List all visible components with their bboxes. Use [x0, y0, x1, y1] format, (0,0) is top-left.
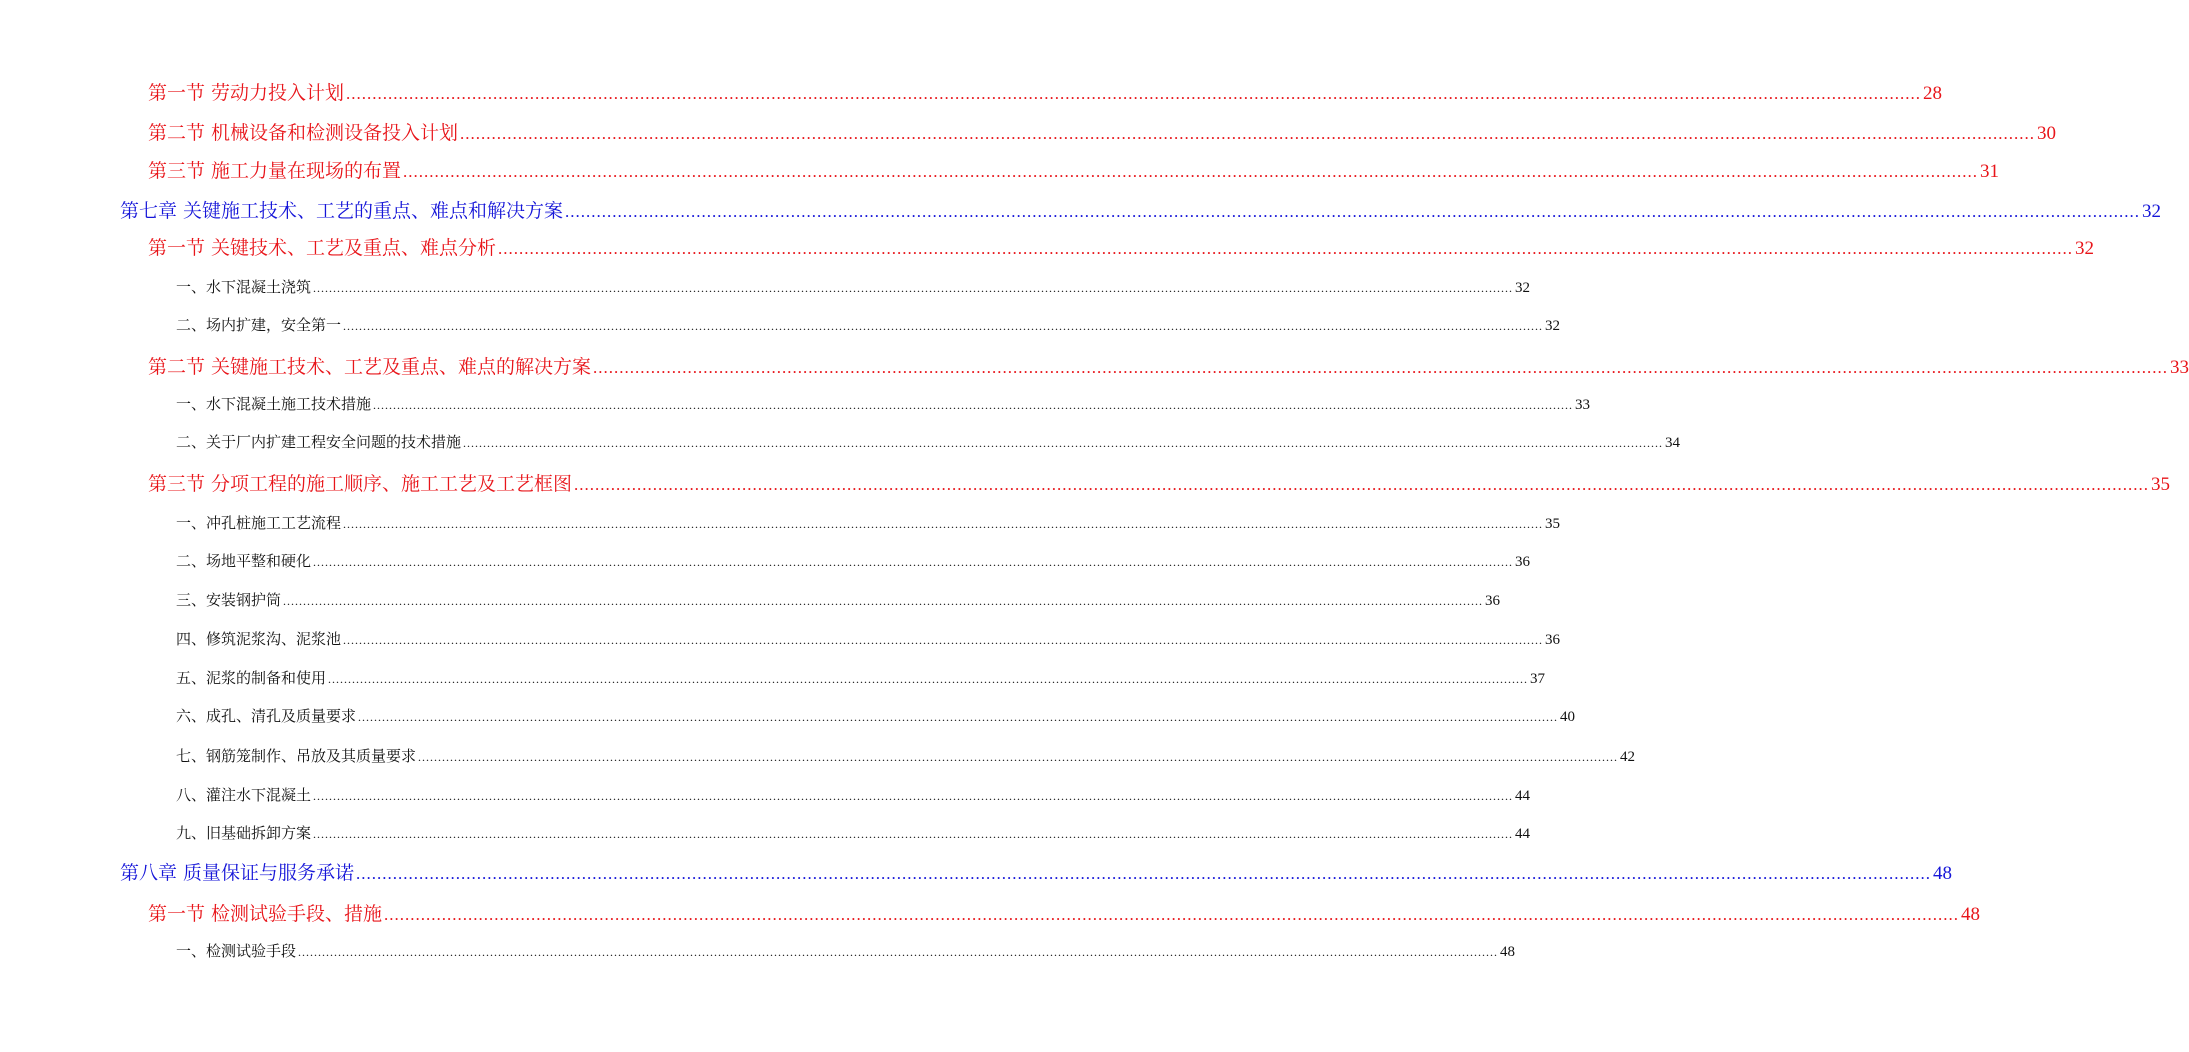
dot-leader: ............................................................................................................................................................................................................................................................................................................ [373, 398, 1574, 412]
dot-leader: ............................................................................................................................................................................................................................................................................................................ [574, 475, 2150, 494]
toc-entry-item[interactable] [176, 940, 1516, 962]
dot-leader: ............................................................................................................................................................................................................................................................................................................ [313, 281, 1514, 295]
toc-entry-title: 二、场地平整和硬化 [176, 552, 312, 570]
toc-page-number: 28 [1923, 83, 1943, 104]
toc-page-number: 48 [1933, 863, 1953, 884]
toc-page-number: 48 [1961, 904, 1981, 925]
dot-leader: ............................................................................................................................................................................................................................................................................................................ [463, 436, 1664, 450]
toc-entry-item[interactable] [176, 822, 1531, 844]
toc-entry-title: 九、旧基础拆卸方案 [176, 824, 312, 842]
toc-entry-title: 第七章 关键施工技术、工艺的重点、难点和解决方案 [120, 200, 564, 222]
toc-entry-title: 一、冲孔桩施工工艺流程 [176, 514, 342, 532]
toc-entry-chapter[interactable] [120, 196, 2162, 224]
toc-page-number: 37 [1530, 671, 1546, 687]
toc-entry-item[interactable] [176, 314, 1561, 336]
toc-page-number: 33 [2170, 357, 2189, 378]
toc-page-number: 40 [1560, 709, 1576, 725]
toc-entry-title: 一、检测试验手段 [176, 942, 297, 960]
toc-entry-section[interactable] [148, 156, 2000, 184]
toc-entry-title: 第一节 检测试验手段、措施 [148, 903, 383, 925]
dot-leader: ............................................................................................................................................................................................................................................................................................................ [358, 710, 1559, 724]
toc-entry-title: 三、安装钢护筒 [176, 591, 282, 609]
toc-entry-title: 第二节 机械设备和检测设备投入计划 [148, 122, 459, 144]
toc-page-number: 33 [1575, 397, 1591, 413]
dot-leader: ............................................................................................................................................................................................................................................................................................................ [343, 633, 1544, 647]
toc-page-number: 44 [1515, 826, 1531, 842]
dot-leader: ............................................................................................................................................................................................................................................................................................................ [313, 789, 1514, 803]
toc-page-number: 44 [1515, 788, 1531, 804]
dot-leader: ............................................................................................................................................................................................................................................................................................................ [498, 239, 2074, 258]
toc-entry-title: 第一节 关键技术、工艺及重点、难点分析 [148, 237, 497, 259]
dot-leader: ............................................................................................................................................................................................................................................................................................................ [283, 594, 1484, 608]
toc-entry-chapter[interactable] [120, 858, 1953, 886]
dot-leader: ............................................................................................................................................................................................................................................................................................................ [565, 202, 2141, 221]
toc-page-number: 30 [2037, 123, 2057, 144]
toc-entry-title: 六、成孔、清孔及质量要求 [176, 707, 357, 725]
toc-page-number: 32 [1515, 280, 1531, 296]
toc-entry-section[interactable] [148, 118, 2057, 146]
dot-leader: ............................................................................................................................................................................................................................................................................................................ [298, 945, 1499, 959]
toc-entry-title: 二、关于厂内扩建工程安全问题的技术措施 [176, 433, 462, 451]
toc-entry-item[interactable] [176, 589, 1501, 611]
toc-page-number: 36 [1515, 554, 1531, 570]
dot-leader: ............................................................................................................................................................................................................................................................................................................ [356, 864, 1932, 883]
toc-entry-title: 第八章 质量保证与服务承诺 [120, 862, 355, 884]
toc-page-number: 36 [1485, 593, 1501, 609]
toc-entry-title: 四、修筑泥浆沟、泥浆池 [176, 630, 342, 648]
toc-page-number: 32 [1545, 318, 1561, 334]
toc-entry-section[interactable] [148, 352, 2189, 380]
toc-entry-item[interactable] [176, 393, 1591, 415]
toc-entry-title: 七、钢筋笼制作、吊放及其质量要求 [176, 747, 417, 765]
toc-entry-section[interactable] [148, 469, 2171, 497]
dot-leader: ............................................................................................................................................................................................................................................................................................................ [460, 124, 2036, 143]
toc-entry-item[interactable] [176, 705, 1576, 727]
toc-page-number: 48 [1500, 944, 1516, 960]
toc-entry-section[interactable] [148, 899, 1981, 927]
dot-leader: ............................................................................................................................................................................................................................................................................................................ [343, 517, 1544, 531]
dot-leader: ............................................................................................................................................................................................................................................................................................................ [593, 358, 2169, 377]
toc-entry-item[interactable] [176, 628, 1561, 650]
toc-entry-title: 二、场内扩建，安全第一 [176, 316, 342, 334]
toc-entry-item[interactable] [176, 276, 1531, 298]
toc-entry-item[interactable] [176, 512, 1561, 534]
toc-page-number: 35 [2151, 474, 2171, 495]
dot-leader: ............................................................................................................................................................................................................................................................................................................ [313, 827, 1514, 841]
toc-entry-section[interactable] [148, 233, 2095, 261]
dot-leader: ............................................................................................................................................................................................................................................................................................................ [313, 555, 1514, 569]
dot-leader: ............................................................................................................................................................................................................................................................................................................ [343, 319, 1544, 333]
dot-leader: ............................................................................................................................................................................................................................................................................................................ [328, 672, 1529, 686]
dot-leader: ............................................................................................................................................................................................................................................................................................................ [418, 750, 1619, 764]
toc-page-number: 32 [2142, 201, 2162, 222]
toc-entry-item[interactable] [176, 667, 1546, 689]
toc-page-number: 32 [2075, 238, 2095, 259]
toc-entry-title: 第三节 施工力量在现场的布置 [148, 160, 402, 182]
toc-entry-item[interactable] [176, 550, 1531, 572]
toc-entry-title: 一、水下混凝土施工技术措施 [176, 395, 372, 413]
toc-page-number: 42 [1620, 749, 1636, 765]
toc-entry-item[interactable] [176, 745, 1636, 767]
toc-entry-title: 第二节 关键施工技术、工艺及重点、难点的解决方案 [148, 356, 592, 378]
toc-page-number: 31 [1980, 161, 2000, 182]
toc-entry-title: 一、水下混凝土浇筑 [176, 278, 312, 296]
toc-page-number: 35 [1545, 516, 1561, 532]
toc-entry-section[interactable] [148, 78, 1943, 106]
dot-leader: ............................................................................................................................................................................................................................................................................................................ [384, 905, 1960, 924]
toc-entry-title: 第三节 分项工程的施工顺序、施工工艺及工艺框图 [148, 473, 573, 495]
dot-leader: ............................................................................................................................................................................................................................................................................................................ [346, 84, 1922, 103]
toc-entry-title: 第一节 劳动力投入计划 [148, 82, 345, 104]
toc-entry-title: 八、灌注水下混凝土 [176, 786, 312, 804]
toc-entry-item[interactable] [176, 784, 1531, 806]
toc-page-number: 36 [1545, 632, 1561, 648]
toc-entry-item[interactable] [176, 431, 1681, 453]
dot-leader: ............................................................................................................................................................................................................................................................................................................ [403, 162, 1979, 181]
toc-entry-title: 五、泥浆的制备和使用 [176, 669, 327, 687]
toc-page-number: 34 [1665, 435, 1681, 451]
